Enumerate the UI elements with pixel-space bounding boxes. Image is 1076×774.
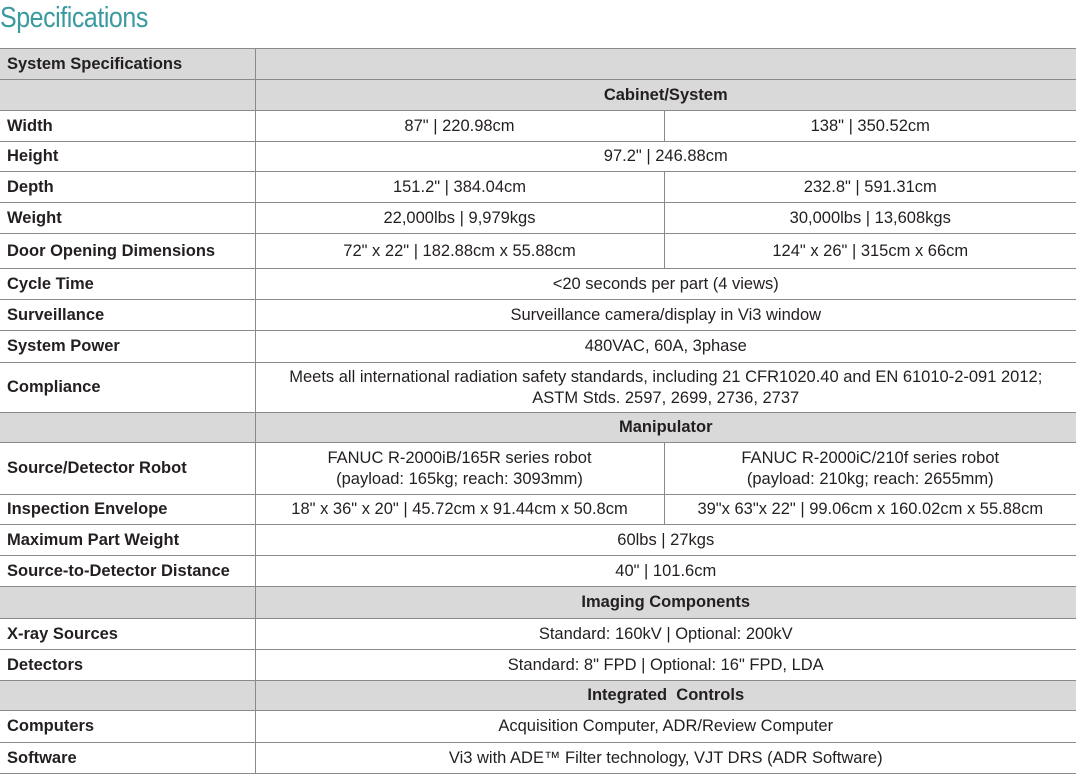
table-header-row: [0, 49, 1076, 80]
spec-value-small-system: 72" x 22" | 182.88cm x 55.88cm: [255, 234, 664, 269]
header-label: System Specifications: [0, 49, 255, 80]
spec-row: [0, 619, 1076, 650]
spec-row: [0, 556, 1076, 587]
spec-label: Source-to-Detector Distance: [0, 556, 255, 587]
spec-label: Software: [0, 743, 255, 774]
spec-value-large-system: 30,000lbs | 13,608kgs: [664, 203, 1076, 234]
section-header-row: [0, 681, 1076, 711]
section-header-row: [0, 413, 1076, 443]
spec-value-large-system: 138" | 350.52cm: [664, 111, 1076, 142]
spec-value: <20 seconds per part (4 views): [255, 269, 1076, 300]
spec-label: Depth: [0, 172, 255, 203]
section-title: Manipulator: [255, 413, 1076, 443]
spec-label: Detectors: [0, 650, 255, 681]
spec-label: Weight: [0, 203, 255, 234]
spec-label: Compliance: [0, 363, 255, 413]
spec-row: [0, 142, 1076, 172]
spec-row: [0, 234, 1076, 269]
spec-value-large-system: 124" x 26" | 315cm x 66cm: [664, 234, 1076, 269]
specifications-table: [0, 48, 1076, 774]
spec-label: Width: [0, 111, 255, 142]
spec-value-small-system: 151.2" | 384.04cm: [255, 172, 664, 203]
spec-label: Height: [0, 142, 255, 172]
header-value: [255, 49, 1076, 80]
spec-row: [0, 743, 1076, 774]
section-title: Integrated Controls: [255, 681, 1076, 711]
spec-value: 60lbs | 27kgs: [255, 525, 1076, 556]
spec-value: 480VAC, 60A, 3phase: [255, 331, 1076, 363]
spec-value: Vi3 with ADE™ Filter technology, VJT DRS (ADR Software): [255, 743, 1076, 774]
spec-value-small-system: 22,000lbs | 9,979kgs: [255, 203, 664, 234]
spec-row: [0, 650, 1076, 681]
spec-value: Meets all international radiation safety standards, including 21 CFR1020.40 and EN 61010-2-091 2012; ASTM Stds. 2597, 2699, 2736, 2737: [255, 363, 1076, 413]
section-title: Imaging Components: [255, 587, 1076, 619]
section-header-blank: [0, 413, 255, 443]
spec-value: 40" | 101.6cm: [255, 556, 1076, 587]
spec-row: [0, 443, 1076, 495]
spec-value-large-system: FANUC R-2000iC/210f series robot (payload: 210kg; reach: 2655mm): [664, 443, 1076, 495]
spec-row: [0, 111, 1076, 142]
spec-value: Acquisition Computer, ADR/Review Computer: [255, 711, 1076, 743]
spec-row: [0, 203, 1076, 234]
spec-value: Standard: 8" FPD | Optional: 16" FPD, LDA: [255, 650, 1076, 681]
section-header-blank: [0, 681, 255, 711]
spec-value-small-system: FANUC R-2000iB/165R series robot (payload: 165kg; reach: 3093mm): [255, 443, 664, 495]
spec-row: [0, 495, 1076, 525]
spec-row: [0, 525, 1076, 556]
spec-value: Surveillance camera/display in Vi3 window: [255, 300, 1076, 331]
spec-label: X-ray Sources: [0, 619, 255, 650]
spec-label: Surveillance: [0, 300, 255, 331]
spec-row: [0, 300, 1076, 331]
spec-label: Maximum Part Weight: [0, 525, 255, 556]
spec-row: [0, 269, 1076, 300]
spec-row: [0, 331, 1076, 363]
section-title: Cabinet/System: [255, 80, 1076, 111]
spec-label: Door Opening Dimensions: [0, 234, 255, 269]
spec-row: [0, 363, 1076, 413]
page-title: Specifications: [0, 2, 148, 34]
spec-value-large-system: 39"x 63"x 22" | 99.06cm x 160.02cm x 55.88cm: [664, 495, 1076, 525]
spec-value-small-system: 18" x 36" x 20" | 45.72cm x 91.44cm x 50.8cm: [255, 495, 664, 525]
spec-value-small-system: 87" | 220.98cm: [255, 111, 664, 142]
spec-row: [0, 711, 1076, 743]
section-header-row: [0, 80, 1076, 111]
spec-label: Cycle Time: [0, 269, 255, 300]
section-header-row: [0, 587, 1076, 619]
spec-label: Computers: [0, 711, 255, 743]
section-header-blank: [0, 80, 255, 111]
spec-label: Inspection Envelope: [0, 495, 255, 525]
spec-value: 97.2" | 246.88cm: [255, 142, 1076, 172]
spec-value: Standard: 160kV | Optional: 200kV: [255, 619, 1076, 650]
spec-row: [0, 172, 1076, 203]
spec-label: Source/Detector Robot: [0, 443, 255, 495]
spec-value-large-system: 232.8" | 591.31cm: [664, 172, 1076, 203]
spec-label: System Power: [0, 331, 255, 363]
section-header-blank: [0, 587, 255, 619]
